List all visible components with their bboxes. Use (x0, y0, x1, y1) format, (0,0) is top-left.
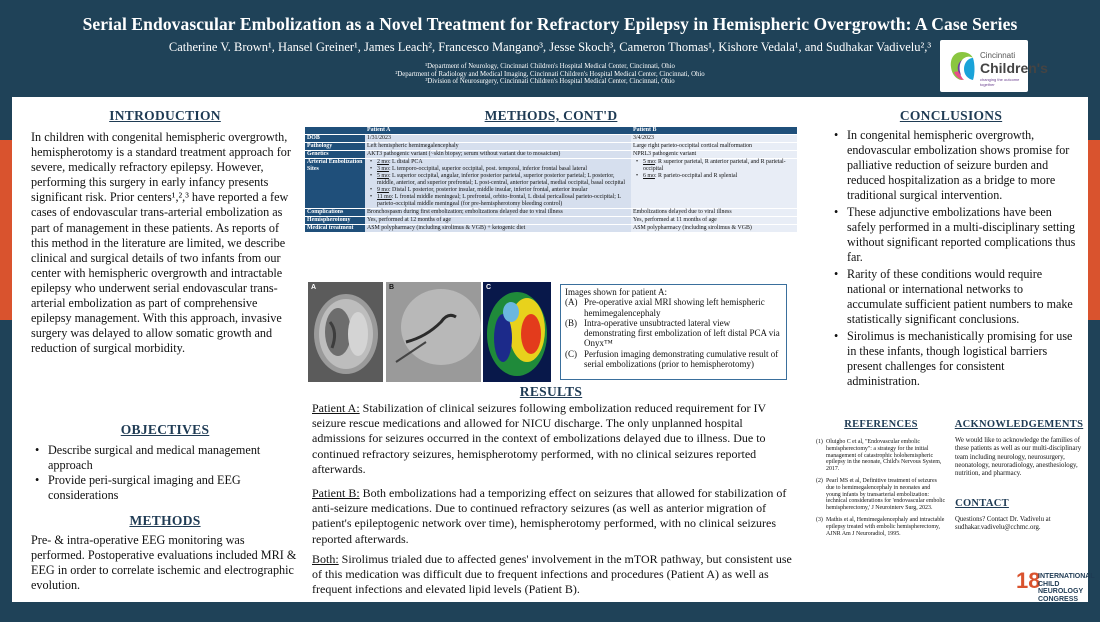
logo-tagline: changing the outcome together (980, 77, 1020, 87)
logo-line-1: Cincinnati (980, 51, 1016, 60)
cell-embolization-a (365, 159, 631, 209)
acknowledgements-text: We would like to acknowledge the families of these patients as well as our multi-disciplinary team including neurology, neurosurgery, neonatology, neuroradiology, anesthesiology, nutrition, and pharmacy. (955, 437, 1082, 478)
table-row (305, 151, 797, 159)
perfusion-illustration (483, 282, 551, 382)
poster-title: Serial Endovascular Embolization as a Novel Treatment for Refractory Epilepsy in Hemispheric Overgrowth: A Case Series (82, 14, 1018, 34)
cell-pathology-b: Large right parieto-occipital cortical malformation (631, 143, 797, 151)
references-list (816, 439, 946, 542)
angiography-image (386, 282, 481, 382)
cell-hemispherotomy-b: Yes, performed at 11 months of age (631, 217, 797, 225)
results-patient-a: Patient A: Stabilization of clinical seizures following embolization reduced requirement for IV seizure rescue medications and allowed for NICU discharge. The only unplanned hospital admissions for seizures occurred in the context of embolizations delayed due to illness. Due to continued refractory seizures, hemispherotomy performed, with no clinical seizures reported afterwards. (312, 401, 766, 476)
list-item: • 6 mo: R parieto-occipital and R splenial (633, 173, 795, 180)
logo-mark-icon (948, 50, 976, 82)
reference-item: (2) Pearl MS et al, Definitive treatment of seizures due to hemimegalencephaly in neonates and young infants by transarterial embolization: technical considerations for 'endovascular embolic hemispherectomy,' J Neurointerv Surg, 2023. (816, 477, 946, 512)
image-label: A (311, 284, 317, 291)
cell-hemispherotomy-a: Yes, performed at 12 months of age (365, 217, 631, 225)
perfusion-image (483, 282, 551, 382)
contact-text: Questions? Contact Dr. Vadivelu at sudhakar.vadivelu@cchmc.org. (955, 516, 1051, 532)
list-item: • In congenital hemispheric overgrowth, endovascular embolization shows promise for palliative reduction of seizure burden and reduced hospitalization as a bridge to more traditional surgical intervention. (830, 128, 1080, 203)
methods-text: Pre- & intra-operative EEG monitoring was performed. Postoperative evaluations included MRI & EEG in order to correlate ischemic and electrographic evolution. (31, 533, 297, 593)
cell-complications-a: Bronchospasm during first embolization; embolizations delayed due to viral illness (365, 209, 631, 217)
row-label-complications: Complications (305, 209, 365, 217)
list-item: • Rarity of these conditions would require national or international networks to accumulate sufficient patient numbers to make statistically significant conclusions. (830, 267, 1080, 327)
col-header-b: Patient B (631, 127, 797, 135)
introduction-text: In children with congenital hemispheric overgrowth, hemispherotomy is a standard treatment approach for severe, medically refractory epilepsy. However, performing this surgery in early infancy presents significant risk. Prior centers¹,²,³ have reported a few cases of endovascular trans-arterial embolization as part of management in these patients. As reports of this method in the literature are limited, we describe clinical and surgical details of two infants from our center with hemispheric overgrowth and intractable epilepsy who underwent serial endovascular trans-arterial embolization as part of comprehensive epilepsy management. With this approach, invasive surgery was delayed to allow somatic growth and reduction of surgical morbidity. (31, 130, 291, 356)
row-label-dob: DOB (305, 135, 365, 143)
table-row (305, 209, 797, 217)
introduction-heading: INTRODUCTION (109, 108, 221, 123)
table-row (305, 143, 797, 151)
congress-number: 18 (1016, 568, 1041, 593)
methods-heading: METHODS (129, 513, 201, 528)
list-item: • 5 mo: R superior parietal, R anterior parietal, and R parietal-occipital (633, 159, 795, 173)
reference-item: (1) Oluigbo C et al, "Endovascular embolic hemispherectomy": a strategy for the initial management of catastrophic holohemispheric epilepsy in the neonate, Child's Nervous System, 2017. (816, 439, 942, 473)
list-item: • Provide peri-surgical imaging and EEG considerations (31, 473, 299, 503)
caption-item: (C) Perfusion imaging demonstrating cumulative result of serial embolizations (prior to hemispherotomy) (565, 348, 779, 370)
conclusions-list (830, 128, 1080, 389)
list-item: • 5 mo: L superior occipital, angular, inferior posterior parietal, superior posterior parietal; L posterior, middle, anterior, and superior prefrontal; L post-central, anterior parietal, medial occipital, basal occipital (367, 173, 629, 187)
left-accent-strip (0, 140, 12, 320)
cell-pathology-a: Left hemispheric hemimegalencephaly (365, 143, 631, 151)
mri-brain-illustration (308, 282, 383, 382)
results-heading: RESULTS (519, 384, 583, 399)
methods-cont-heading: METHODS, CONT'D (484, 108, 618, 123)
poster-header (0, 0, 1100, 94)
patient-table (305, 127, 797, 233)
conclusions-heading: CONCLUSIONS (899, 108, 1003, 123)
cell-dob-b: 3/4/2023 (631, 135, 797, 143)
caption-item: (A) Pre-operative axial MRI showing left hemispheric hemimegalencephaly (565, 297, 765, 318)
right-accent-strip (1088, 140, 1100, 320)
table-row (305, 217, 797, 225)
table-row (305, 159, 797, 209)
contact-heading: CONTACT (955, 498, 1009, 509)
list-item: • 11 mo: L frontal middle meningeal; L prefrontal, orbito-frontal, L distal pericallosal parieto-occipital; L parieto-occipital middle meningeal (for pre-hemispherotomy bleeding control) (367, 194, 629, 208)
angiography-illustration (386, 282, 481, 382)
affiliation-2: ²Department of Radiology and Medical Imaging, Cincinnati Children's Hospital Medical Center, Cincinnati, Ohio (395, 70, 705, 78)
caption-title: Images shown for patient A: (565, 287, 667, 297)
image-caption-box (560, 284, 787, 380)
table-row (305, 135, 797, 143)
objectives-list (31, 443, 299, 503)
list-item: • Sirolimus is mechanistically promising for use in these infants, though logistical barriers present challenges for consistent administration. (830, 329, 1080, 389)
row-label-genetics: Genetics (305, 151, 365, 159)
cell-medical-b: ASM polypharmacy (including sirolimus & VGB) (631, 225, 797, 233)
row-label-embolization: Arterial Embolization Sites (305, 159, 365, 209)
list-item: • 2 mo: L distal PCA (367, 159, 629, 166)
image-label: C (486, 284, 492, 291)
cell-medical-a: ASM polypharmacy (including sirolimus & VGB) + ketogenic diet (365, 225, 631, 233)
references-heading: REFERENCES (844, 419, 918, 430)
acknowledgements-heading: ACKNOWLEDGEMENTS (954, 419, 1084, 430)
cell-dob-a: 1/31/2023 (365, 135, 631, 143)
list-item: • 3 mo: L temporo-occipital, superior occipital, post. temporal, inferior frontal basal lateral (367, 166, 629, 173)
list-item: • 9 mo: Distal L posterior, posterior insular, middle insular, inferior frontal, anterior insular (367, 187, 629, 194)
image-label: B (389, 284, 395, 291)
row-label-medical: Medical treatment (305, 225, 365, 233)
row-label-hemispherotomy: Hemispherotomy (305, 217, 365, 225)
list-item: • Describe surgical and medical management approach (31, 443, 299, 473)
col-header-a: Patient A (365, 127, 631, 135)
cell-embolization-b (631, 159, 797, 209)
affiliation-1: ¹Department of Neurology, Cincinnati Children's Hospital Medical Center, Cincinnati, Ohio (425, 63, 675, 70)
cell-genetics-a: AKT3 pathogenic variant (~skin biopsy; serum without variant due to mosaicism) (365, 151, 631, 159)
table-corner (305, 127, 365, 135)
author-list: Catherine V. Brown¹, Hansel Greiner¹, James Leach², Francesco Mangano³, Jesse Skoch³, Cameron Thomas¹, Kishore Vedala¹, and Sudhakar Vadivelu²,³ (168, 40, 932, 54)
mri-image (308, 282, 383, 382)
congress-name: INTERNATIONAL CHILD NEUROLOGY CONGRESS (1038, 573, 1095, 603)
cell-genetics-b: NPRL3 pathogenic variant (631, 151, 797, 159)
hospital-logo (940, 40, 1048, 92)
reference-item: (3) Mathis et al, Hemimegalencephaly and intractable epilepsy treated with embolic hemispherectomy, AJNR Am J Neuroradiol, 1995. (816, 516, 945, 537)
objectives-heading: OBJECTIVES (120, 422, 210, 437)
results-patient-b: Patient B: Both embolizations had a temporizing effect on seizures that allowed for stabilization of anti-seizure medications. Due to continued refractory seizures (as well as anterior migration of patient's epileptogenic network over time), hemispherotomy performed, with no clinical seizures reported afterwards. (312, 486, 787, 546)
results-both: Both: Sirolimus trialed due to affected genes' involvement in the mTOR pathway, but consistent use of this medication was difficult due to frequent infections and procedures (Patient A) as well as frequent infections and elevated lipid levels (Patient B). (312, 552, 792, 597)
logo-line-2: Children's (980, 60, 1048, 76)
cell-complications-b: Embolizations delayed due to viral illness (631, 209, 797, 217)
list-item: • These adjunctive embolizations have been safely performed in a multi-disciplinary setting without significant reported complications thus far. (830, 205, 1080, 265)
table-row (305, 225, 797, 233)
caption-item: (B) Intra-operative unsubtracted lateral view demonstrating first embolization of left distal PCA via Onyx™ (565, 317, 780, 349)
row-label-pathology: Pathology (305, 143, 365, 151)
affiliation-3: ³Division of Neurosurgery, Cincinnati Children's Hospital Medical Center, Cincinnati, Ohio (425, 78, 675, 85)
congress-logo (1016, 568, 1095, 603)
